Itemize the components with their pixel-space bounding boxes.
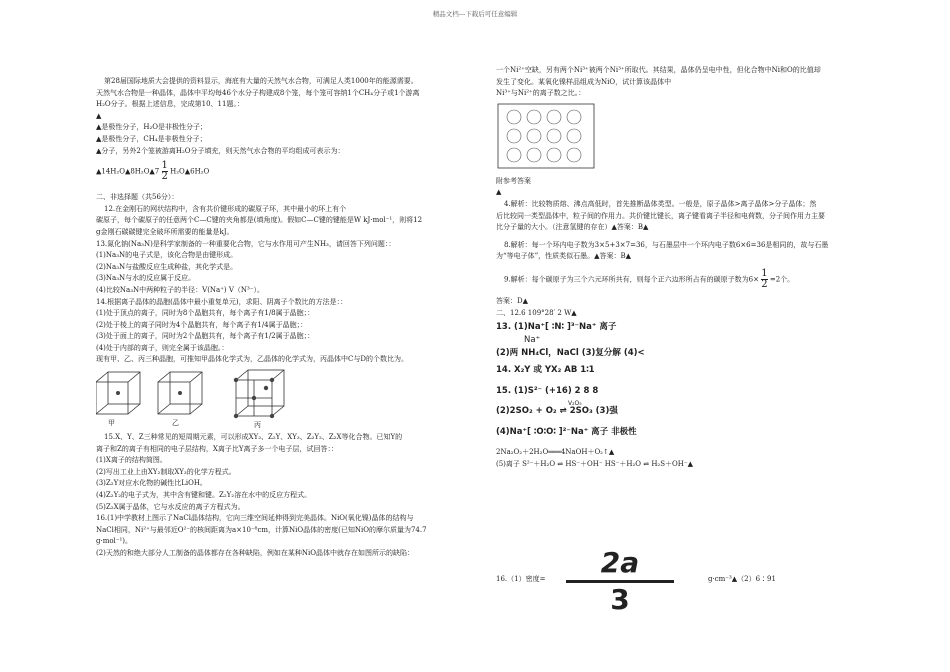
question-14: (3)处于面上的离子，同时为2个晶胞共有，每个离子有1/2属于晶胞；：: [96, 332, 315, 341]
answer-15: (4)Na⁺[ ∶O∶O∶ ]²⁻Na⁺ 离子 非极性: [496, 427, 637, 438]
answers-title: 附参考答案: [496, 176, 531, 185]
crystal-figures: [96, 368, 468, 430]
answer-8: 8.解析：每一个环内电子数为3×5+3×7=36，与石墨层中一个环内电子数6×6=36是相同的，故与石墨: [504, 240, 829, 249]
answer-16: 16.（1）密度=: [496, 575, 546, 583]
answer-9: 9.解析：每个碳原子为三个六元环所共有，则每个正六边形所占有的碳原子数为6× $\frac{1}{2}$ =2个。: [504, 267, 795, 290]
answer-4: 后比较同一类型晶体中，粒子间的作用力。共价键比键长，离子键看离子半径和电荷数，分子间作用力主要: [496, 211, 825, 220]
answer-13: Na⁺: [524, 335, 541, 346]
q16-continued: 发生了变化。某氧化镍样品组成为NiO，试计算该晶体中: [496, 77, 672, 86]
section-title: 二、非选择题（共56分）：: [96, 193, 179, 202]
figure-label: 甲: [108, 419, 115, 428]
question-13: 13.氮化钠(Na₃N)是科学家制备的一种重要化合物，它与水作用可产生NH₃，请回答下列问题：：: [96, 239, 396, 248]
question-14: (4)处于内部的离子，则完全属于该晶胞。：: [96, 343, 229, 352]
figure-label: 丙: [254, 421, 261, 430]
fraction: $\frac{1}{2}$: [761, 267, 768, 290]
intro-line: 天然气水合物是一种晶体，晶体中平均每46个水分子构建成8个笼，每个笼可容纳1个CH₄分子或1个游离: [96, 88, 420, 97]
answer-16: g·cm⁻³▲（2）6∶91: [708, 575, 776, 583]
question-12: 碳原子，每个碳原子的任意两个C—C键的夹角都是(填角度)。假如C—C键的键能是W kJ·mol⁻¹，则将12: [96, 216, 423, 225]
choice-line: ▲是极性分子，H₂O是非极性分子；: [96, 123, 208, 132]
question-15: (5)Z₂X属于晶体，它与水反应的离子方程式为。: [96, 502, 245, 511]
choice-line: ▲: [96, 111, 102, 120]
answer-15: 2Na₂O₂＋2H₂O═══4NaOH＋O₂↑▲: [496, 448, 615, 457]
question-15: 离子和Z的离子有相同的电子层结构，X离子比Y离子多一个电子层，试回答：：: [96, 444, 338, 453]
answer-4: 比分子量的大小。（注意氢键的存在）▲答案：B▲: [496, 223, 649, 232]
question-15: (2)写出工业上由XY₂制取XY₃的化学方程式。: [96, 467, 236, 476]
question-14: 现有甲、乙、丙三种晶胞，可推知甲晶体化学式为，乙晶体的化学式为，丙晶体中C与D的个数比为。: [96, 355, 408, 364]
question-16: (2)天然的和绝大部分人工制备的晶体都存在各种缺陷，例如在某种NiO晶体中就存在如图所示的缺陷：: [96, 549, 415, 557]
answer-13: 13. (1)Na⁺[ ∶N∶ ]³⁻Na⁺ 离子: [496, 322, 617, 333]
q16-continued: Ni³⁺与Ni²⁺的离子数之比。：: [496, 89, 586, 98]
question-14: (2)处于棱上的离子同时为4个晶胞共有，每个离子有1/4属于晶胞；：: [96, 320, 308, 329]
question-15: (4)Z₂Y₂的电子式为，其中含有键和键。Z₂Y₂溶在水中的反应方程式。: [96, 491, 312, 500]
figure-label: 乙: [172, 419, 179, 428]
catalyst-label: V₂O₅: [568, 400, 582, 408]
question-16: g·mol⁻¹)。: [96, 537, 133, 546]
nio-defect-figure: [496, 102, 886, 174]
question-13: (2)Na₃N与盐酸反应生成种盐，其化学式是。: [96, 262, 238, 271]
q11-answer: ▲14H₂O▲8H₂O▲7 $\frac{1}{2}$ H₂O▲6H₂O: [96, 160, 210, 183]
nio-defect-diagram: [496, 102, 596, 170]
question-15: (1)X离子的结构简图。: [96, 456, 167, 465]
question-13: (4)比较Na₃N中两种粒子的半径：V(Na⁺) V（N³⁻）。: [96, 285, 265, 294]
answer-4: 4.解析：比较物质熔、沸点高低时，首先推断晶体类型。一般是，原子晶体>离子晶体>分子晶体；然: [504, 199, 817, 208]
crystal-cell-diagrams: [96, 368, 396, 430]
question-15: (3)Z₂Y对应水化物的碱性比LiOH。: [96, 479, 207, 488]
question-11: ▲分子，另外2个笼被游离H₂O分子填充，则天然气水合物的平均组成可表示为：: [96, 146, 345, 155]
answer-13: (2)两 NH₄Cl，NaCl (3)复分解 (4)<: [496, 348, 645, 359]
intro-line: H₂O分子。根据上述信息，完成第10、11题。：: [96, 100, 244, 109]
left-column: [96, 76, 468, 560]
answer-14: 14. X₂Y 或 YX₂ AB 1∶1: [496, 365, 595, 376]
answer-15: (2)2SO₂ + O₂ ⇌ 2SO₃ (3)强 V₂O₅: [496, 403, 886, 420]
question-16: 16.(1)中学教材上图示了NaCl晶体结构，它向三维空间延伸得到完美晶体。NiO(氧化镍)晶体的结构与: [96, 514, 414, 523]
answer-15: 15. (1)S²⁻ (+16) 2 8 8: [496, 386, 599, 397]
fraction: $\frac{1}{2}$: [161, 160, 168, 183]
question-14: 14.根据离子晶体的晶胞(晶体中最小重复单元)，求阳、阴离子个数比的方法是：：: [96, 297, 348, 306]
density-fraction: 2a 3: [560, 548, 680, 618]
question-13: (3)Na₃N与水的反应属于反应。: [96, 274, 196, 283]
question-16: NaCl相同，Ni²⁺与最邻近O²⁻的核间距离为a×10⁻⁸cm，计算NiO晶体的密度(已知NiO的摩尔质量为74.7: [96, 525, 427, 534]
choice-line: ▲是极性分子，CH₄是非极性分子；: [96, 134, 207, 143]
answer-9: 答案：D▲: [496, 296, 528, 305]
answer-8: 为“等电子体”，性质类似石墨。▲答案：B▲: [496, 252, 632, 261]
question-14: (1)处于顶点的离子，同时为8个晶胞共有，每个离子有1/8属于晶胞；：: [96, 309, 315, 318]
answer-12: 二、12.6 109°28′ 2 W▲: [496, 308, 577, 317]
intro-line: 第28届国际地质大会提供的资料显示，海底有大量的天然气水合物，可满足人类1000年的能源需要。: [104, 77, 418, 85]
question-13: (1)Na₃N的电子式是，该化合物是由键形成。: [96, 251, 238, 260]
mark: ▲: [496, 188, 502, 197]
page-header: 精品文档---下载后可任意编辑: [432, 10, 518, 18]
question-12: g金刚石碳碳键完全破坏所需要的能量是kJ。: [96, 227, 234, 236]
question-12: 12.在金刚石的网状结构中，含有共价键形成的碳原子环，其中最小的环上有个: [104, 204, 347, 213]
answer-15: (5)离子 S²⁻＋H₂O ⇌ HS⁻＋OH⁻ HS⁻＋H₂O ⇌ H₂S＋OH⁻▲: [496, 459, 693, 468]
question-15: 15.X、Y、Z三种常见的短周期元素，可以形成XY₂、Z₂Y、XY₃、Z₂Y₂、Z₂X等化合物。已知Y的: [104, 433, 403, 442]
q16-continued: 一个Ni²⁺空缺，另有两个Ni³⁺被两个Ni³⁺所取代。其结果，晶体仍呈电中性，但化合物中Ni和O的比值却: [496, 66, 821, 74]
